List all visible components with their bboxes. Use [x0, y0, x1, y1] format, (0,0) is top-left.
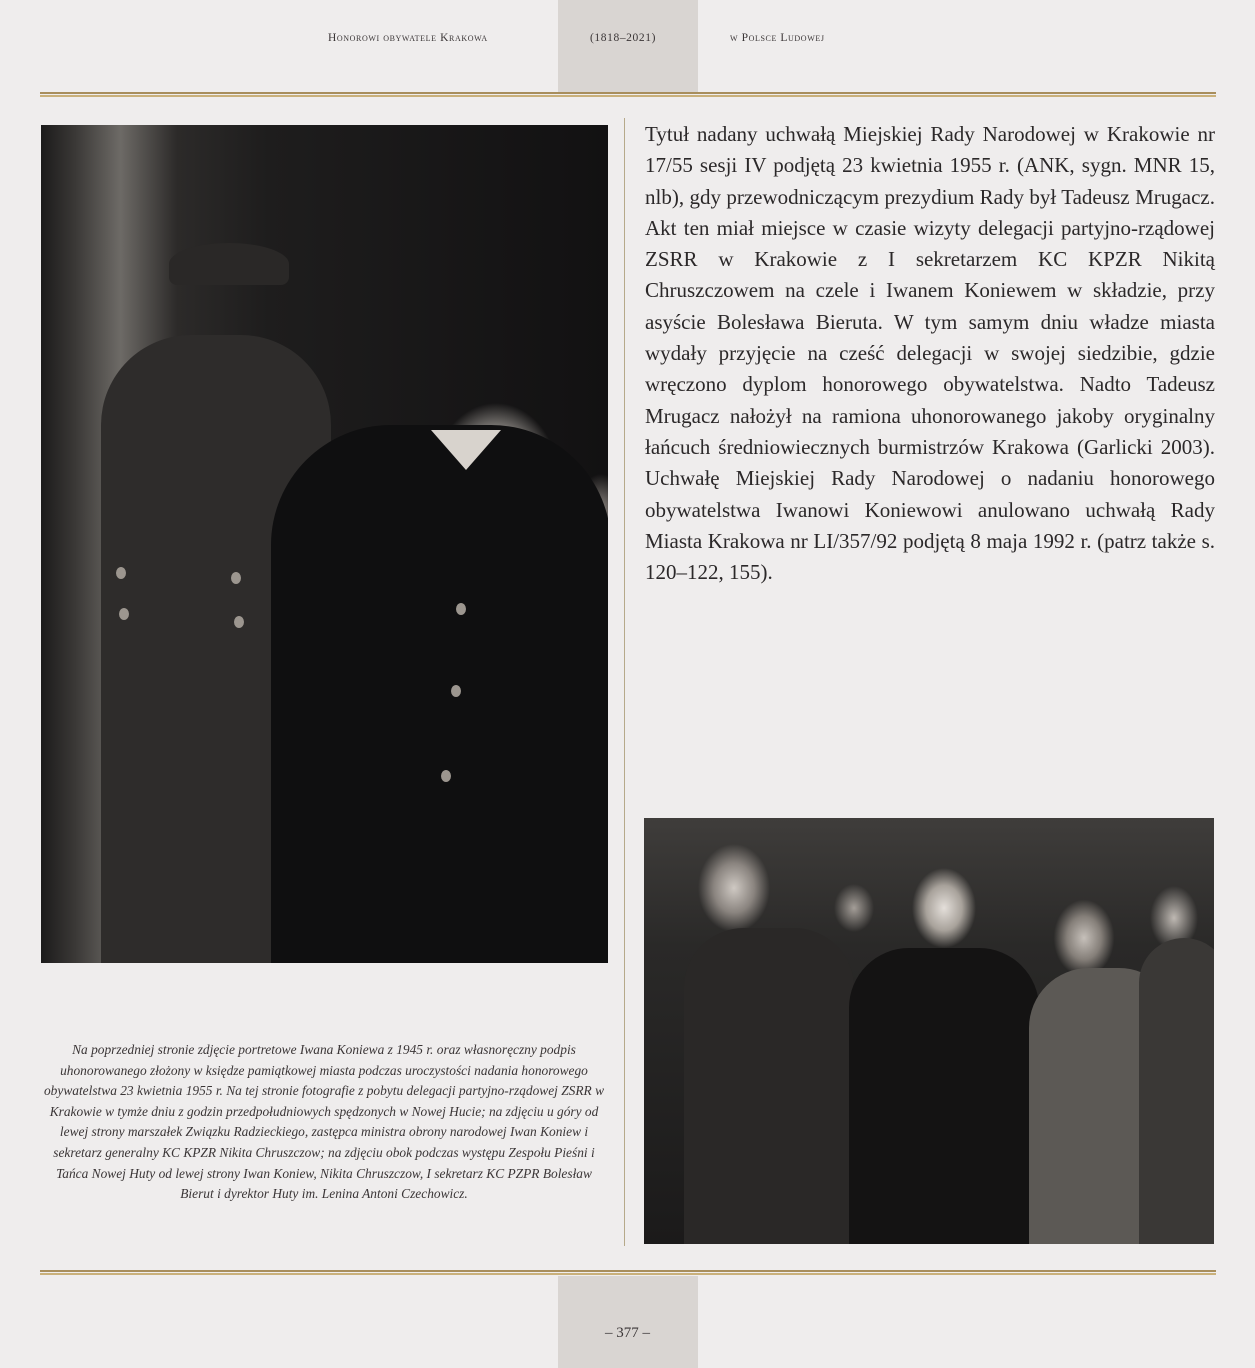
- page-number: – 377 –: [605, 1325, 650, 1341]
- photo-figure: [684, 928, 854, 1244]
- photo-button: [451, 685, 461, 697]
- photo-button: [119, 608, 129, 620]
- running-header-right: w Polsce Ludowej: [730, 32, 825, 44]
- footer-center-band: [558, 1276, 698, 1368]
- photo-button: [234, 616, 244, 628]
- photo-button: [441, 770, 451, 782]
- photo-caption: Na poprzedniej stronie zdjęcie portretowe Iwana Koniewa z 1945 r. oraz własnoręczny podpis uhonorowanego złożony w księdze pamiątkowej miasta podczas uroczystości nadania honorowego obywatelstwa 23 kwietnia 1955 r. Na tej stronie fotografie z pobytu delegacji partyjno-rządowej ZSRR w Krakowie w tymże dniu z godzin przedpołudniowych spędzonych w Nowej Hucie; na zdjęciu u góry od lewej strony marszałek Związku Radzieckiego, zastępca ministra obrony narodowej Iwan Koniew i sekretarz generalny KC KPZR Nikita Chruszczow; na zdjęciu obok podczas występu Zespołu Pieśni i Tańca Nowej Huty od lewej strony Iwan Koniew, Nikita Chruszczow, I sekretarz KC PZPR Bolesław Bierut i dyrektor Huty im. Lenina Antoni Czechowicz.: [43, 1042, 605, 1202]
- running-header-center: (1818–2021): [590, 32, 657, 44]
- photo-figure-coat: [271, 425, 608, 963]
- photo-figure-cap: [169, 243, 289, 285]
- photo-koniew-chruszczow: [41, 125, 608, 963]
- bottom-gold-rule: [40, 1270, 1216, 1275]
- photo-button: [116, 567, 126, 579]
- top-gold-rule: [40, 92, 1216, 97]
- photo-audience-nowa-huta: [644, 818, 1214, 1244]
- column-divider: [624, 118, 625, 1246]
- photo-figure: [849, 948, 1039, 1244]
- photo-button: [231, 572, 241, 584]
- photo-figure: [1139, 938, 1214, 1244]
- running-header-left: Honorowi obywatele Krakowa: [328, 32, 488, 44]
- header-center-band: [558, 0, 698, 92]
- body-paragraph: Tytuł nadany uchwałą Miejskiej Rady Narodowej w Krakowie nr 17/55 sesji IV podjętą 23 kwietnia 1955 r. (ANK, sygn. MNR 15, nlb), gdy przewodniczącym prezydium Rady był Tadeusz Mrugacz. Akt ten miał miejsce w czasie wizyty delegacji partyjno-rządowej ZSRR w Krakowie z I sekretarzem KC KPZR Nikitą Chruszczowem na czele i Iwanem Koniewem w składzie, przy asyście Bolesława Bieruta. W tym samym dniu władze miasta wydały przyjęcie na cześć delegacji w swojej siedzibie, gdzie wręczono dyplom honorowego obywatelstwa. Nadto Tadeusz Mrugacz nałożył na ramiona uhonorowanego jakoby oryginalny łańcuch średniowiecznych burmistrzów Krakowa (Garlicki 2003). Uchwałę Miejskiej Rady Narodowej o nadaniu honorowego obywatelstwa Iwanowi Koniewowi anulowano uchwałą Rady Miasta Krakowa nr LI/357/92 podjętą 8 maja 1992 r. (patrz także s. 120–122, 155).: [645, 122, 1215, 585]
- photo-button: [456, 603, 466, 615]
